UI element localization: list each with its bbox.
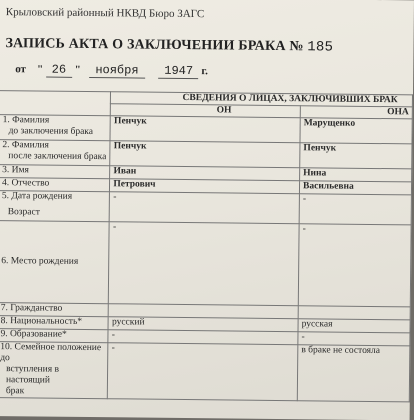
date-month: ноября <box>89 63 145 79</box>
row-label: 2. Фамилия после заключения брака <box>0 140 110 166</box>
marriage-record-table <box>0 90 413 402</box>
cell-she: Марущенко <box>300 118 412 144</box>
cell-he: - <box>108 343 298 401</box>
row-label: 6. Место рождения <box>0 221 110 304</box>
row-label: 9. Образование* <box>0 329 108 343</box>
year-suffix: г. <box>201 65 209 78</box>
cell-she: - <box>298 224 411 307</box>
cell-she <box>298 306 410 320</box>
table-row <box>0 221 411 307</box>
col-header-he: ОН <box>111 104 301 118</box>
cell-she: Пенчук <box>300 143 412 169</box>
cell-he: Иван <box>110 166 300 181</box>
table-row <box>0 191 411 225</box>
cell-he: Пенчук <box>110 141 300 168</box>
registry-office: Крыловский районный НКВД Бюро ЗАГС <box>5 6 205 21</box>
cell-she: - <box>299 194 411 225</box>
cell-she: - <box>298 332 410 346</box>
date-prefix: от <box>15 63 27 76</box>
date-year: 1947 <box>159 64 199 79</box>
cell-she: Нина <box>300 168 412 182</box>
row-label: 3. Имя <box>0 165 110 179</box>
row-label: 10. Семейное положение до вступления в настоящий брак <box>0 342 108 399</box>
cell-he: - <box>109 222 300 306</box>
row-label: 5. Дата рождения Возраст <box>0 191 110 222</box>
title-text: ЗАПИСЬ АКТА О ЗАКЛЮЧЕНИИ БРАКА № <box>5 36 304 55</box>
row-label: 1. Фамилия до заключения брака <box>0 115 111 141</box>
cell-he: - <box>108 330 298 345</box>
header-empty-cell <box>0 91 111 116</box>
document-title <box>5 36 333 55</box>
col-header-she: ОНА <box>300 106 412 119</box>
cell-he: - <box>110 192 300 224</box>
row-label: 8. Национальность* <box>0 316 109 330</box>
record-number: 185 <box>307 39 334 56</box>
cell-he: русский <box>108 317 298 332</box>
cell-he: Пенчук <box>110 116 300 143</box>
group-header: СВЕДЕНИЯ О ЛИЦАХ, ЗАКЛЮЧИВШИХ БРАК <box>111 92 413 107</box>
table-row <box>0 342 410 402</box>
cell-he: Петрович <box>110 179 300 194</box>
row-label: 7. Гражданство <box>0 303 109 317</box>
cell-she: в браке не состояла <box>297 345 410 402</box>
row-label: 4. Отчество <box>0 178 110 192</box>
date-day: 26 <box>46 63 72 78</box>
record-date: от " 26 " ноября 1947 г. <box>15 62 209 79</box>
cell-she: русская <box>298 319 410 333</box>
cell-she: Васильевна <box>299 181 411 195</box>
